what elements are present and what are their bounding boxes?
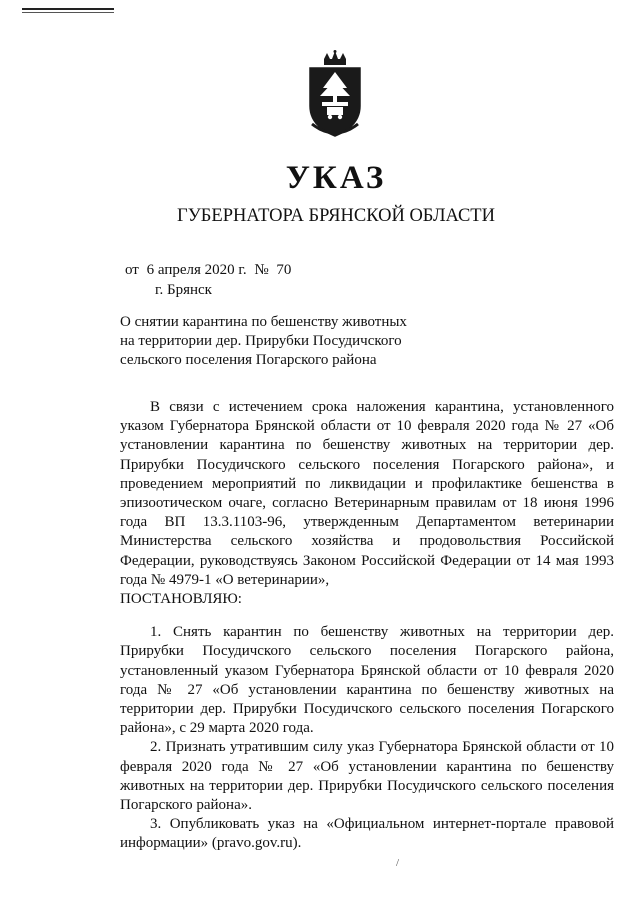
topic-line: на территории дер. Прирубки Посудичского — [120, 333, 402, 349]
top-rule — [22, 8, 114, 10]
bryansk-coat-of-arms-icon — [300, 50, 370, 140]
document-date-number — [125, 262, 295, 279]
decree-word: ПОСТАНОВЛЯЮ: — [120, 591, 242, 608]
top-rule-secondary — [22, 12, 114, 13]
document-body — [120, 398, 614, 854]
date-prefix: от — [125, 262, 139, 278]
decree-item: 3. Опубликовать указ на «Официальном интернет-портале правовой информации» (pravo.gov.ru). — [120, 816, 614, 852]
document-date: 6 апреля 2020 г. — [146, 262, 247, 278]
topic-line: сельского поселения Погарского района — [120, 352, 377, 368]
decree-item: 1. Снять карантин по бешенству животных на территории дер. Прирубки Посудичского сельского поселения Погарского района, установленный указом Губернатора Брянской области от 10 февраля 2020 года № 27 «Об установлении карантина по бешенству животных на территории дер. Прирубки Посудичского сельского поселения Погарского района», с 29 марта 2020 года. — [120, 624, 614, 737]
document-city: г. Брянск — [155, 282, 212, 298]
stray-mark: / — [396, 857, 400, 869]
decree-item: 2. Признать утратившим силу указ Губернатора Брянской области от 10 февраля 2020 года № 27 «Об установлении карантина по бешенству животных на территории дер. Прирубки Посудичского сельского поселения Погарского района». — [120, 739, 614, 814]
document-topic — [120, 313, 420, 370]
document-subtitle: ГУБЕРНАТОРА БРЯНСКОЙ ОБЛАСТИ — [177, 206, 495, 226]
preamble-paragraph: В связи с истечением срока наложения карантина, установленного указом Губернатора Брянской области от 10 февраля 2020 года № 27 «Об установлении карантина по бешенству животных на территории дер. Прирубки Посудичского сельского поселения Погарского района», и проведением мероприятий по ликвидации и профилактике бешенства в эпизоотическом очаге, согласно Ветеринарным правилам от 18 июня 1996 года ВП 13.3.1103-96, утвержденным Департаментом ветеринарии Министерства сельского хозяйства и продовольствия Российской Федерации, руководствуясь Законом Российской Федерации от 14 мая 1993 года № 4979-1 «О ветеринарии», — [120, 399, 614, 588]
topic-line: О снятии карантина по бешенству животных — [120, 314, 407, 330]
document-title: УКАЗ — [285, 160, 387, 196]
document-number: 70 — [276, 262, 292, 278]
crown-icon — [324, 50, 346, 65]
number-label: № — [254, 262, 269, 278]
